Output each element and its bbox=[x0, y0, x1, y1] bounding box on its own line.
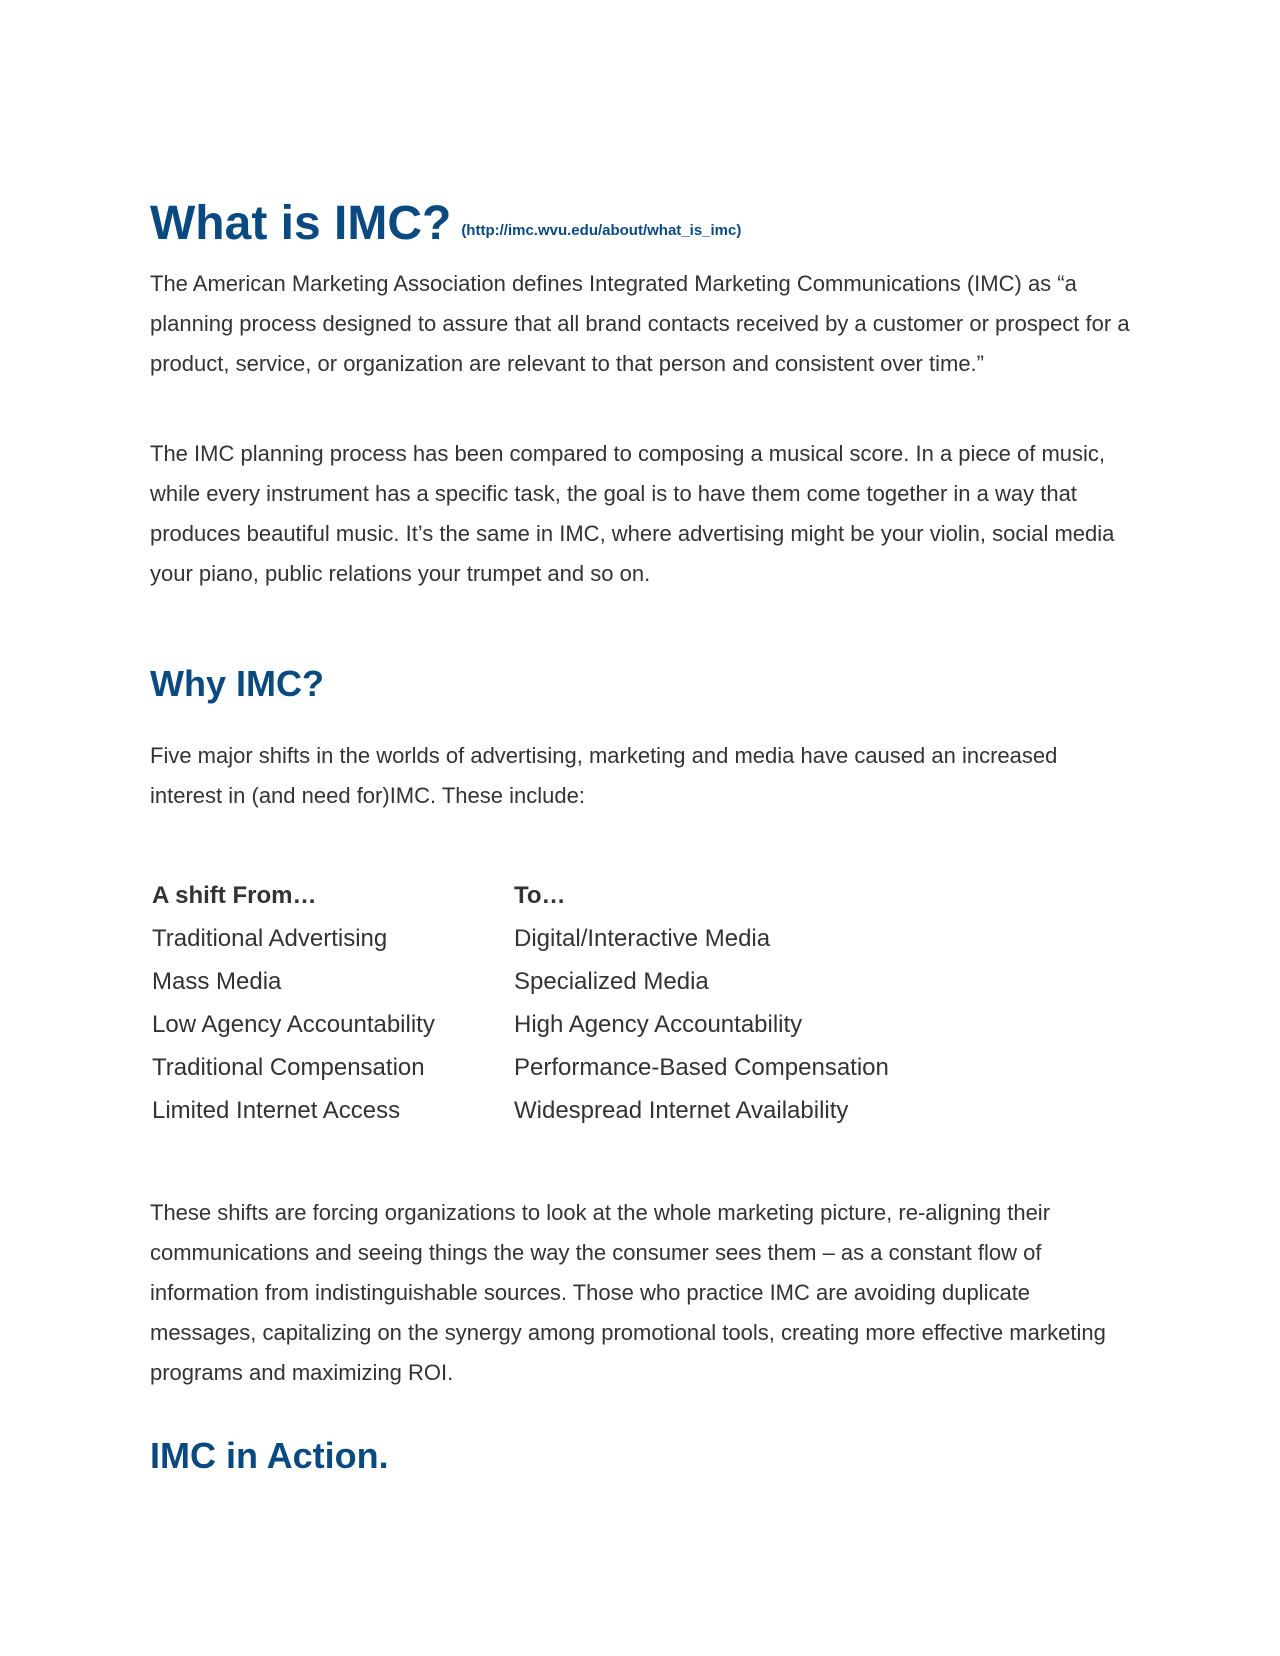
table-cell-from: Limited Internet Access bbox=[152, 1096, 401, 1124]
table-cell-from: Traditional Compensation bbox=[152, 1053, 425, 1081]
column-header-to: To… bbox=[514, 881, 566, 909]
page-title-text: What is IMC? bbox=[150, 197, 452, 250]
table-cell-to: Widespread Internet Availability bbox=[514, 1096, 849, 1124]
table-row bbox=[150, 960, 889, 1003]
shifts-conclusion-paragraph: These shifts are forcing organizations to look at the whole marketing picture, re-aligning their communications and seeing things the way the consumer sees them – as a constant flow of information from indistinguishable sources. Those who practice IMC are avoiding duplicate messages, capitalizing on the synergy among promotional tools, creating more effective marketing programs and maximizing ROI. bbox=[150, 1200, 1106, 1385]
musical-score-paragraph: The IMC planning process has been compared to composing a musical score. In a piece of music, while every instrument has a specific task, the goal is to have them come together in a way that produces beautiful music. It’s the same in IMC, where advertising might be your violin, social media your piano, public relations your trumpet and so on. bbox=[150, 441, 1115, 586]
column-header-from: A shift From… bbox=[152, 881, 317, 909]
table-cell-from: Low Agency Accountability bbox=[152, 1010, 435, 1038]
imc-in-action-heading: IMC in Action. bbox=[150, 1435, 389, 1476]
table-row bbox=[150, 1046, 889, 1089]
table-cell-to: Digital/Interactive Media bbox=[514, 924, 771, 952]
table-cell-to: High Agency Accountability bbox=[514, 1010, 803, 1038]
table-cell-to: Performance-Based Compensation bbox=[514, 1053, 889, 1081]
why-imc-heading: Why IMC? bbox=[150, 663, 324, 704]
table-row bbox=[150, 1003, 889, 1046]
intro-paragraph: The American Marketing Association defines Integrated Marketing Communications (IMC) as “a planning process designed to assure that all brand contacts received by a customer or prospect for a product, service, or organization are relevant to that person and consistent over time.” bbox=[150, 271, 1130, 376]
table-row bbox=[150, 1089, 889, 1132]
shifts-table bbox=[150, 874, 889, 1132]
shifts-intro-paragraph: Five major shifts in the worlds of advertising, marketing and media have caused an increased interest in (and need for)IMC. These include: bbox=[150, 743, 1058, 808]
table-row bbox=[150, 917, 889, 960]
table-header-row bbox=[150, 874, 889, 917]
table-cell-from: Mass Media bbox=[152, 967, 282, 995]
source-link[interactable]: (http://imc.wvu.edu/about/what_is_imc) bbox=[461, 222, 742, 239]
table-cell-from: Traditional Advertising bbox=[152, 924, 388, 952]
page-title bbox=[150, 196, 741, 259]
table-cell-to: Specialized Media bbox=[514, 967, 709, 995]
